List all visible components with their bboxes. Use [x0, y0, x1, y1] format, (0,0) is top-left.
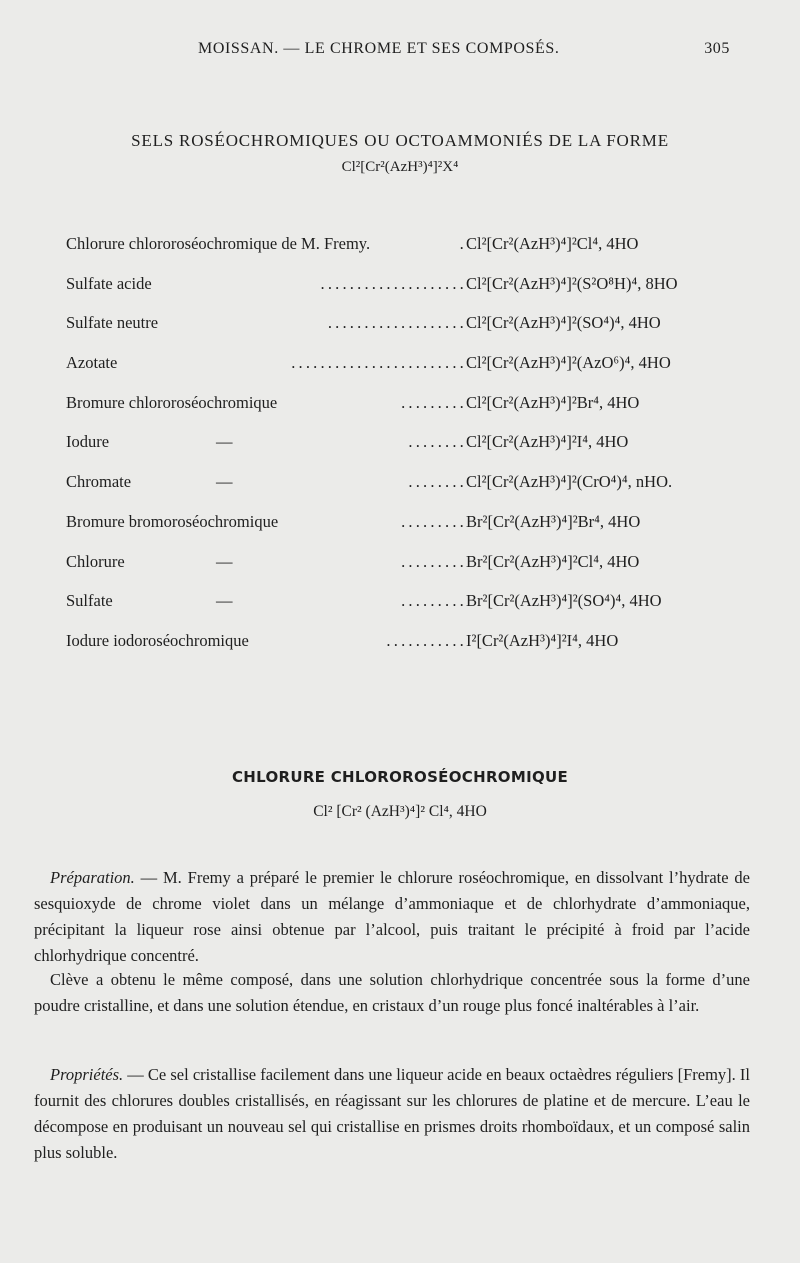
compound-formula: Br²[Cr²(AzH³)⁴]²(SO⁴)⁴, 4HO	[466, 591, 662, 611]
ditto-dash: —	[216, 472, 233, 492]
leader-dots: .........	[401, 392, 467, 412]
compound-row	[66, 313, 766, 353]
compound-row	[66, 631, 766, 671]
paragraph-proprietes	[34, 1062, 750, 1166]
section-formula: Cl²[Cr²(AzH³)⁴]²X⁴	[341, 159, 459, 175]
ditto-dash: —	[216, 551, 233, 571]
paragraph-text: — Ce sel cristallise facilement dans une liqueur acide en beaux octaèdres réguliers [Fremy]. Il fournit des chlorures doubles cristallisés, en réagissant sur les chlorures de platine et de mercure. L’eau le décompose en produisant un nouveau sel qui cristallise en prismes droits rhomboïdaux, et un composé salin plus soluble.	[34, 1064, 750, 1162]
compound-formula: I²[Cr²(AzH³)⁴]²I⁴, 4HO	[466, 630, 619, 650]
compound-row	[66, 432, 766, 472]
paragraph-preparation	[34, 865, 750, 969]
ditto-dash: —	[216, 432, 233, 452]
compound-name: Chlorure chlororoséochromique de M. Fremy.	[66, 234, 371, 253]
page-number: 305	[704, 40, 730, 57]
compound-formula: Br²[Cr²(AzH³)⁴]²Cl⁴, 4HO	[466, 551, 640, 571]
compound-name: Azotate	[66, 353, 118, 373]
paragraph-text: Clève a obtenu le même composé, dans une solution chlorhydrique concentrée sous la forme d’une poudre cristalline, et dans une solution étendue, en cristaux d’un rouge plus foncé inaltérables à l’air.	[34, 969, 750, 1015]
paragraph-lead: Préparation.	[50, 867, 135, 887]
compound-name: Chlorure	[66, 551, 125, 571]
leader-dots: ........	[408, 432, 467, 452]
compound-name: Bromure bromoroséochromique	[66, 511, 279, 531]
compound-formula: Cl²[Cr²(AzH³)⁴]²(S²O⁸H)⁴, 8HO	[466, 273, 678, 293]
compound-row	[66, 353, 766, 393]
paragraph-cleve	[34, 967, 750, 1019]
leader-dots: ....................	[320, 273, 467, 293]
leader-dots: ........................	[291, 353, 467, 373]
leader-dots: .	[459, 234, 467, 253]
compound-row	[66, 552, 766, 592]
compound-row	[66, 472, 766, 512]
compound-name: Iodure iodoroséochromique	[66, 630, 249, 650]
leader-dots: ...................	[327, 313, 467, 333]
compound-row	[66, 234, 766, 274]
compound-name: Chromate	[66, 472, 132, 492]
compound-row	[66, 393, 766, 433]
leader-dots: .........	[401, 591, 467, 611]
compound-formula: Cl²[Cr²(AzH³)⁴]²Cl⁴, 4HO	[466, 234, 639, 253]
compound-name: Iodure	[66, 432, 110, 452]
section-title: SELS ROSÉOCHROMIQUES OU OCTOAMMONIÉS DE LA FORME	[131, 131, 669, 150]
compound-name: Bromure chlororoséochromique	[66, 392, 278, 412]
leader-dots: .........	[401, 511, 467, 531]
compound-row	[66, 591, 766, 631]
compound-formula: Cl²[Cr²(AzH³)⁴]²(CrO⁴)⁴, nHO.	[466, 472, 673, 492]
compound-list	[66, 234, 766, 671]
leader-dots: ........	[408, 472, 467, 492]
compound-formula: Cl²[Cr²(AzH³)⁴]²Br⁴, 4HO	[466, 392, 640, 412]
compound-name: Sulfate neutre	[66, 313, 159, 333]
leader-dots: .........	[401, 551, 467, 571]
paragraph-text: — M. Fremy a préparé le premier le chlorure roséochromique, en dissolvant l’hydrate de sesquioxyde de chrome violet dans un mélange d’ammoniaque et de chlorhydrate d’ammoniaque, précipitant la liqueur rose ainsi obtenue par l’alcool, puis traitant le précipité à froid par l’acide chlorhydrique concentré.	[34, 867, 750, 965]
compound-row	[66, 274, 766, 314]
running-title: MOISSAN. — LE CHROME ET SES COMPOSÉS.	[198, 40, 560, 57]
compound-name: Sulfate acide	[66, 273, 152, 293]
paragraph-lead: Propriétés.	[50, 1064, 124, 1084]
compound-formula: Cl²[Cr²(AzH³)⁴]²(AzO⁶)⁴, 4HO	[466, 353, 671, 373]
compound-formula: Br²[Cr²(AzH³)⁴]²Br⁴, 4HO	[466, 511, 641, 531]
compound-formula: Cl²[Cr²(AzH³)⁴]²I⁴, 4HO	[466, 432, 629, 452]
subsection-title: CHLORURE CHLOROROSÉOCHROMIQUE	[231, 768, 569, 786]
compound-name: Sulfate	[66, 591, 113, 611]
ditto-dash: —	[216, 591, 233, 611]
subsection-formula: Cl² [Cr² (AzH³)⁴]² Cl⁴, 4HO	[313, 803, 487, 820]
compound-row	[66, 512, 766, 552]
leader-dots: ...........	[386, 630, 467, 650]
compound-formula: Cl²[Cr²(AzH³)⁴]²(SO⁴)⁴, 4HO	[466, 313, 661, 333]
